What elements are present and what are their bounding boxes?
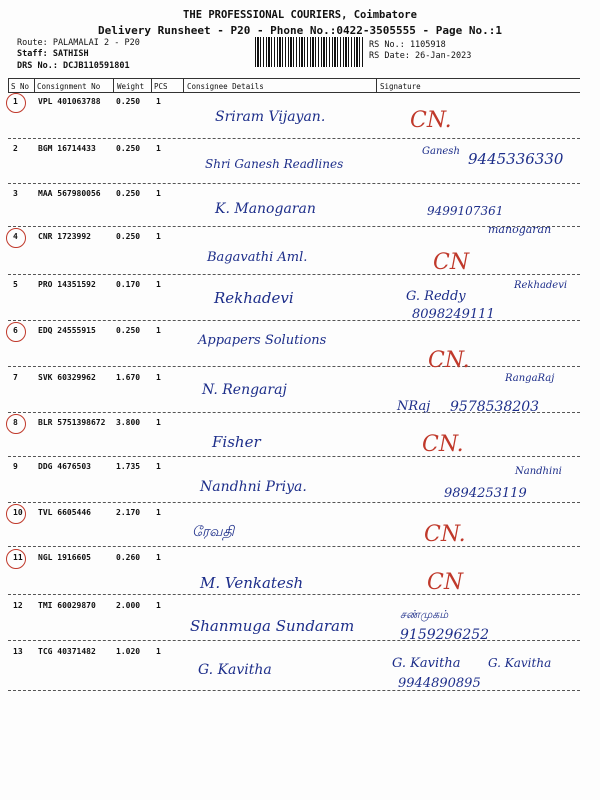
- serial-number: 8: [13, 418, 18, 427]
- weight-value: 0.260: [116, 553, 141, 562]
- cn-mark: CN.: [410, 108, 452, 133]
- serial-number: 4: [13, 232, 18, 241]
- consignee-name: Shri Ganesh Readlines: [205, 157, 344, 171]
- col-header-consignment: Consignment No: [37, 82, 101, 91]
- rs-date: RS Date: 26-Jan-2023: [369, 51, 472, 61]
- col-divider: [183, 79, 184, 92]
- signature-text: Ganesh: [422, 146, 460, 157]
- weight-value: 0.250: [116, 97, 141, 106]
- pcs-value: 1: [156, 553, 161, 562]
- signature-text: manogaran: [488, 223, 552, 236]
- staff-label: Staff: SATHISH: [17, 49, 89, 59]
- consignment-number: DDG 4676503: [38, 462, 91, 471]
- red-circle-mark: [6, 414, 26, 434]
- signature-text: NRaj: [397, 399, 431, 414]
- pcs-value: 1: [156, 189, 161, 198]
- pcs-value: 1: [156, 462, 161, 471]
- row-divider: [8, 366, 580, 367]
- cn-mark: CN: [427, 570, 464, 595]
- serial-number: 5: [13, 280, 18, 289]
- pcs-value: 1: [156, 232, 161, 241]
- consignment-number: MAA 567980056: [38, 189, 101, 198]
- weight-value: 2.170: [116, 508, 141, 517]
- pcs-value: 1: [156, 326, 161, 335]
- col-divider: [151, 79, 152, 92]
- serial-number: 13: [13, 647, 23, 656]
- signature-text: 9499107361: [427, 204, 504, 218]
- weight-value: 0.250: [116, 232, 141, 241]
- col-header-weight: Weight: [117, 82, 145, 91]
- weight-value: 2.000: [116, 601, 141, 610]
- cn-mark: CN.: [424, 522, 466, 547]
- pcs-value: 1: [156, 373, 161, 382]
- signature-text: 9578538203: [450, 399, 540, 415]
- signature-text: G. Kavitha: [392, 656, 461, 671]
- signature-text: Nandhini: [515, 466, 562, 477]
- serial-number: 3: [13, 189, 18, 198]
- pcs-value: 1: [156, 601, 161, 610]
- company-title: THE PROFESSIONAL COURIERS, Coimbatore: [183, 9, 417, 21]
- route-label: Route: PALAMALAI 2 - P20: [17, 38, 140, 48]
- serial-number: 7: [13, 373, 18, 382]
- consignment-number: TCG 40371482: [38, 647, 96, 656]
- runsheet-subtitle: Delivery Runsheet - P20 - Phone No.:0422-3505555 - Page No.:1: [98, 24, 502, 37]
- consignment-number: TMI 60029870: [38, 601, 96, 610]
- pcs-value: 1: [156, 418, 161, 427]
- col-header-consignee: Consignee Details: [187, 82, 264, 91]
- consignee-name: ரேவதி: [192, 524, 235, 540]
- col-header-pcs: PCS: [154, 82, 168, 91]
- cn-mark: CN.: [422, 432, 464, 457]
- consignment-number: BGM 16714433: [38, 144, 96, 153]
- signature-text: 9894253119: [444, 486, 527, 501]
- pcs-value: 1: [156, 647, 161, 656]
- serial-number: 2: [13, 144, 18, 153]
- cn-mark: CN.: [428, 348, 470, 373]
- serial-number: 1: [13, 97, 18, 106]
- consignee-name: G. Kavitha: [198, 662, 272, 678]
- signature-text: சண்முகம்: [400, 608, 449, 621]
- header-bottom-rule: [8, 92, 580, 93]
- header-top-rule: [8, 78, 580, 79]
- consignment-number: EDQ 24555915: [38, 326, 96, 335]
- weight-value: 0.250: [116, 144, 141, 153]
- pcs-value: 1: [156, 508, 161, 517]
- row-divider: [8, 274, 580, 275]
- consignee-name: M. Venkatesh: [200, 574, 304, 592]
- col-header-signature: Signature: [380, 82, 421, 91]
- consignment-number: TVL 6605446: [38, 508, 91, 517]
- consignment-number: CNR 1723992: [38, 232, 91, 241]
- rs-number: RS No.: 1105918: [369, 40, 446, 50]
- row-divider: [8, 546, 580, 547]
- weight-value: 1.670: [116, 373, 141, 382]
- col-divider: [113, 79, 114, 92]
- row-divider: [8, 690, 580, 691]
- row-divider: [8, 456, 580, 457]
- drs-number: DRS No.: DCJB110591801: [17, 61, 130, 71]
- consignee-name: Rekhadevi: [214, 289, 294, 307]
- col-divider: [376, 79, 377, 92]
- row-divider: [8, 183, 580, 184]
- consignee-name: Nandhni Priya.: [200, 479, 307, 495]
- consignment-number: NGL 1916605: [38, 553, 91, 562]
- weight-value: 0.250: [116, 189, 141, 198]
- pcs-value: 1: [156, 97, 161, 106]
- signature-text: G. Reddy: [406, 289, 466, 304]
- row-divider: [8, 502, 580, 503]
- consignment-number: PRO 14351592: [38, 280, 96, 289]
- cn-mark: CN: [433, 250, 470, 275]
- weight-value: 3.800: [116, 418, 141, 427]
- consignee-name: N. Rengaraj: [202, 382, 287, 398]
- weight-value: 0.250: [116, 326, 141, 335]
- pcs-value: 1: [156, 144, 161, 153]
- consignee-name: Appapers Solutions: [198, 333, 327, 348]
- weight-value: 1.020: [116, 647, 141, 656]
- weight-value: 1.735: [116, 462, 141, 471]
- signature-text: Rekhadevi: [514, 280, 568, 291]
- pcs-value: 1: [156, 280, 161, 289]
- consignment-number: VPL 401063788: [38, 97, 101, 106]
- signature-text: 8098249111: [412, 307, 495, 322]
- consignee-name: Shanmuga Sundaram: [190, 617, 355, 635]
- red-circle-mark: [6, 93, 26, 113]
- signature-text: 9944890895: [398, 676, 481, 691]
- red-circle-mark: [6, 549, 26, 569]
- col-divider: [34, 79, 35, 92]
- signature-text: G. Kavitha: [488, 656, 552, 670]
- consignee-name: Sriram Vijayan.: [215, 109, 326, 125]
- col-header-sno: S No: [11, 82, 30, 91]
- barcode: [255, 37, 363, 67]
- consignee-name: K. Manogaran: [215, 201, 316, 217]
- row-divider: [8, 594, 580, 595]
- red-circle-mark: [6, 322, 26, 342]
- serial-number: 10: [13, 508, 23, 517]
- serial-number: 11: [13, 553, 23, 562]
- col-divider: [8, 79, 9, 92]
- consignment-number: SVK 60329962: [38, 373, 96, 382]
- serial-number: 12: [13, 601, 23, 610]
- signature-text: 9445336330: [468, 150, 564, 168]
- serial-number: 6: [13, 326, 18, 335]
- consignment-number: BLR 5751398672: [38, 418, 106, 427]
- consignee-name: Fisher: [212, 433, 261, 451]
- row-divider: [8, 138, 580, 139]
- signature-text: RangaRaj: [505, 373, 555, 384]
- red-circle-mark: [6, 228, 26, 248]
- row-divider: [8, 640, 580, 641]
- red-circle-mark: [6, 504, 26, 524]
- consignee-name: Bagavathi Aml.: [207, 250, 308, 265]
- signature-text: 9159296252: [400, 627, 490, 643]
- serial-number: 9: [13, 462, 18, 471]
- weight-value: 0.170: [116, 280, 141, 289]
